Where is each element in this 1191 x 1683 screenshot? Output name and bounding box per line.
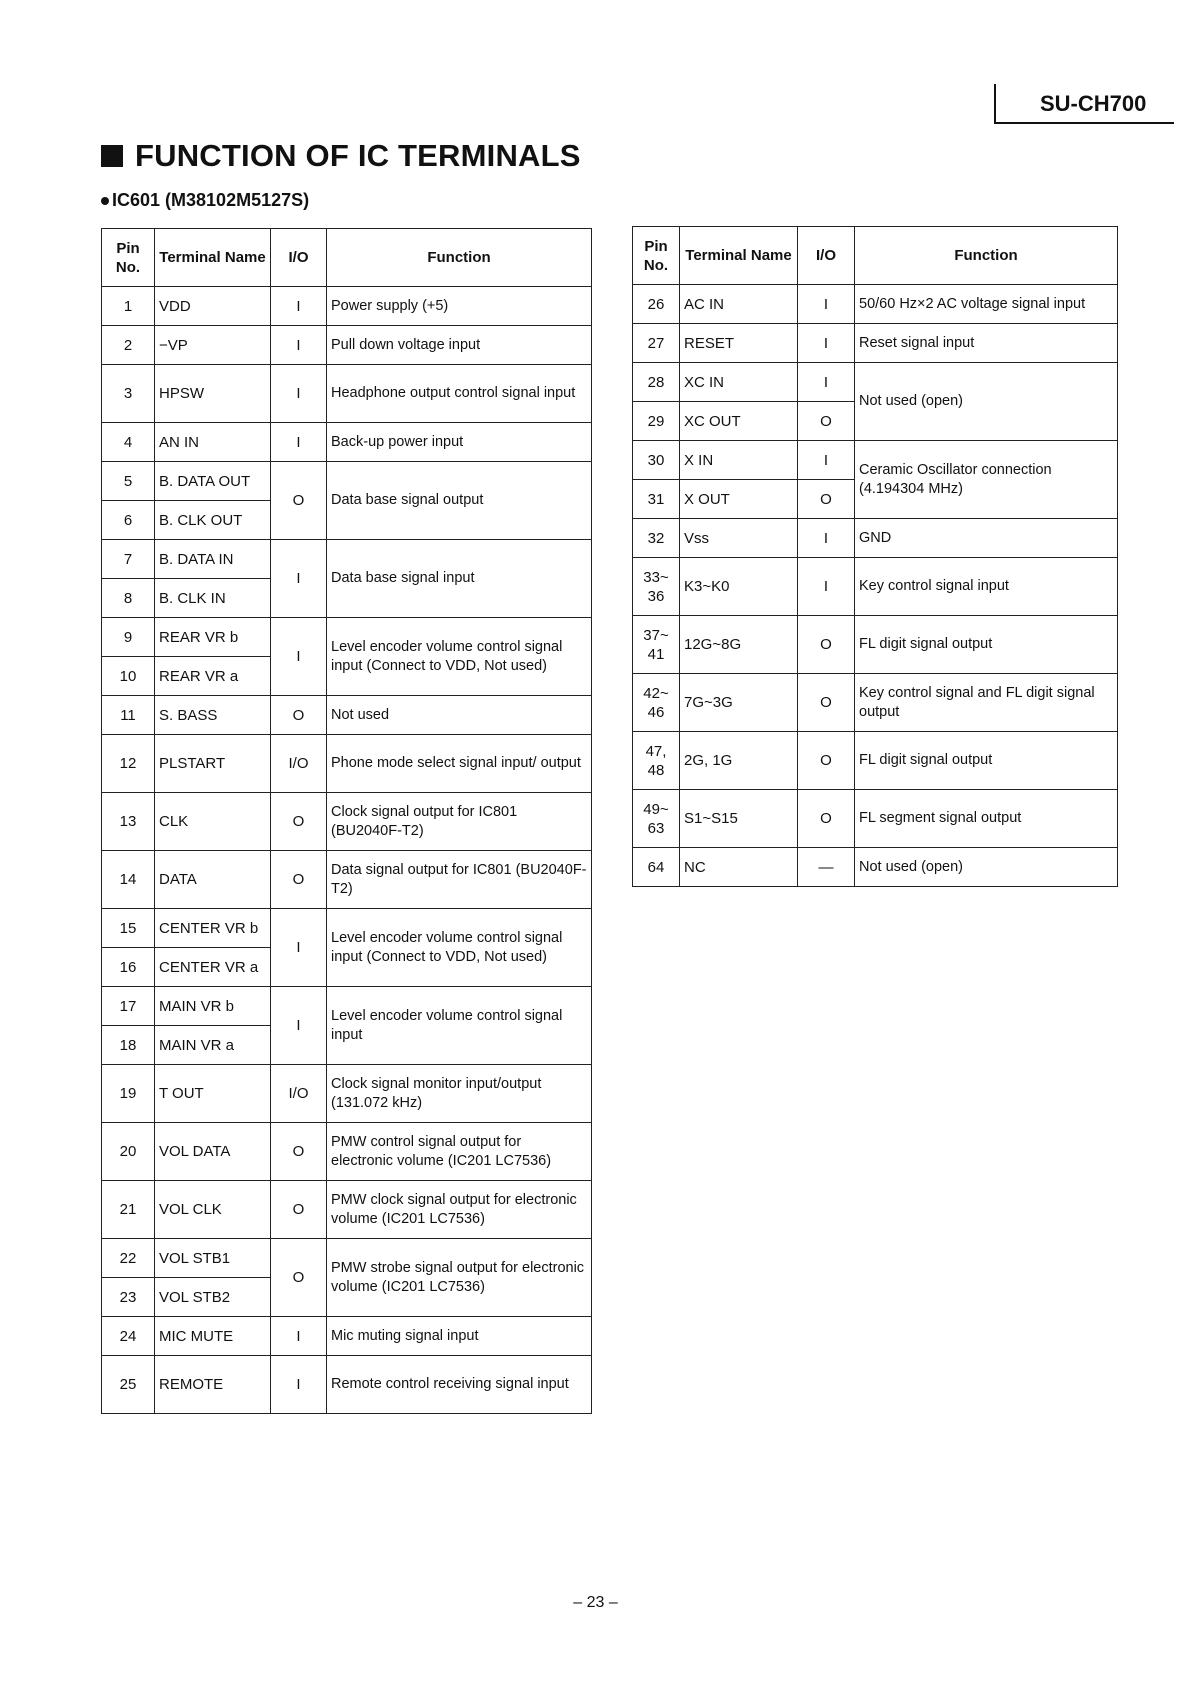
function-description: Data base signal input	[327, 540, 592, 618]
pin-number: 26	[633, 285, 680, 324]
io-type: O	[271, 696, 327, 735]
pin-number: 29	[633, 402, 680, 441]
function-description: GND	[855, 519, 1118, 558]
terminal-name: B. CLK IN	[155, 579, 271, 618]
function-description: Phone mode select signal input/ output	[327, 735, 592, 793]
function-description: 50/60 Hz×2 AC voltage signal input	[855, 285, 1118, 324]
function-description: Key control signal and FL digit signal output	[855, 674, 1118, 732]
page-number: – 23 –	[573, 1594, 618, 1611]
table-row	[102, 851, 592, 909]
header-terminal-name: Terminal Name	[155, 229, 271, 287]
pin-number: 27	[633, 324, 680, 363]
table-row	[102, 618, 592, 657]
io-type: O	[798, 402, 855, 441]
header-terminal-name: Terminal Name	[680, 227, 798, 285]
io-type: I	[271, 618, 327, 696]
table-row	[633, 616, 1118, 674]
pin-number: 14	[102, 851, 155, 909]
table-row	[633, 519, 1118, 558]
table-body-left	[102, 287, 592, 1414]
terminal-name: AC IN	[680, 285, 798, 324]
pin-number: 23	[102, 1278, 155, 1317]
terminal-name: 7G~3G	[680, 674, 798, 732]
function-description: Clock signal monitor input/output (131.072 kHz)	[327, 1065, 592, 1123]
io-type: I	[798, 441, 855, 480]
function-description: FL digit signal output	[855, 616, 1118, 674]
terminal-name: RESET	[680, 324, 798, 363]
header-pin: Pin No.	[633, 227, 680, 285]
table-row	[102, 1356, 592, 1414]
table-row	[633, 732, 1118, 790]
function-description: Not used (open)	[855, 363, 1118, 441]
terminal-name: K3~K0	[680, 558, 798, 616]
function-description: PMW strobe signal output for electronic volume (IC201 LC7536)	[327, 1239, 592, 1317]
terminal-name: CENTER VR b	[155, 909, 271, 948]
io-type: I	[798, 324, 855, 363]
table-body-right	[633, 285, 1118, 887]
pin-number: 28	[633, 363, 680, 402]
terminal-name: S1~S15	[680, 790, 798, 848]
pin-number: 17	[102, 987, 155, 1026]
pin-number: 20	[102, 1123, 155, 1181]
pin-number: 25	[102, 1356, 155, 1414]
io-type: O	[271, 793, 327, 851]
terminal-name: S. BASS	[155, 696, 271, 735]
pin-number: 31	[633, 480, 680, 519]
pin-number: 1	[102, 287, 155, 326]
table-row	[633, 790, 1118, 848]
table-row	[102, 365, 592, 423]
table-row	[102, 735, 592, 793]
pin-number: 13	[102, 793, 155, 851]
terminal-name: REMOTE	[155, 1356, 271, 1414]
table-row	[633, 324, 1118, 363]
pin-number: 3	[102, 365, 155, 423]
pin-number: 10	[102, 657, 155, 696]
function-description: Not used	[327, 696, 592, 735]
table-row	[102, 1123, 592, 1181]
pin-number: 42~ 46	[633, 674, 680, 732]
io-type: O	[271, 462, 327, 540]
pin-number: 15	[102, 909, 155, 948]
table-row	[633, 558, 1118, 616]
table-row	[102, 987, 592, 1026]
pin-number: 7	[102, 540, 155, 579]
terminal-name: MIC MUTE	[155, 1317, 271, 1356]
table-header-row	[102, 229, 592, 287]
function-description: Ceramic Oscillator connection (4.194304 MHz)	[855, 441, 1118, 519]
table-row	[102, 326, 592, 365]
terminal-name: MAIN VR a	[155, 1026, 271, 1065]
io-type: I	[271, 365, 327, 423]
table-row	[102, 1317, 592, 1356]
pin-number: 22	[102, 1239, 155, 1278]
page-title	[101, 138, 581, 174]
header-io: I/O	[798, 227, 855, 285]
pin-number: 47, 48	[633, 732, 680, 790]
function-description: Power supply (+5)	[327, 287, 592, 326]
terminal-name: AN IN	[155, 423, 271, 462]
pin-number: 2	[102, 326, 155, 365]
terminal-name: VOL CLK	[155, 1181, 271, 1239]
io-type: O	[798, 732, 855, 790]
terminal-name: X IN	[680, 441, 798, 480]
header-function: Function	[327, 229, 592, 287]
pin-number: 30	[633, 441, 680, 480]
function-description: Headphone output control signal input	[327, 365, 592, 423]
terminal-name: VOL DATA	[155, 1123, 271, 1181]
table-row	[102, 1239, 592, 1278]
terminal-name: HPSW	[155, 365, 271, 423]
pin-number: 21	[102, 1181, 155, 1239]
table-row	[102, 1065, 592, 1123]
pin-number: 4	[102, 423, 155, 462]
pin-number: 19	[102, 1065, 155, 1123]
io-type: O	[798, 790, 855, 848]
terminal-name: B. DATA OUT	[155, 462, 271, 501]
ic-subtitle	[101, 190, 309, 211]
io-type: I	[798, 285, 855, 324]
terminal-table-left	[101, 228, 592, 1414]
table-row	[633, 674, 1118, 732]
pin-number: 8	[102, 579, 155, 618]
function-description: Level encoder volume control signal input (Connect to VDD, Not used)	[327, 618, 592, 696]
table-row	[102, 287, 592, 326]
pin-number: 18	[102, 1026, 155, 1065]
table-row	[102, 462, 592, 501]
pin-number: 5	[102, 462, 155, 501]
function-description: PMW control signal output for electronic volume (IC201 LC7536)	[327, 1123, 592, 1181]
io-type: I	[271, 423, 327, 462]
table-row	[102, 540, 592, 579]
table-row	[633, 848, 1118, 887]
pin-number: 37~ 41	[633, 616, 680, 674]
io-type: I/O	[271, 1065, 327, 1123]
io-type: I	[271, 1317, 327, 1356]
function-description: Level encoder volume control signal input (Connect to VDD, Not used)	[327, 909, 592, 987]
terminal-name: 2G, 1G	[680, 732, 798, 790]
bullet-icon	[101, 197, 109, 205]
terminal-name: −VP	[155, 326, 271, 365]
pin-number: 11	[102, 696, 155, 735]
io-type: I	[798, 558, 855, 616]
function-description: PMW clock signal output for electronic volume (IC201 LC7536)	[327, 1181, 592, 1239]
table-row	[102, 793, 592, 851]
table-row	[102, 1181, 592, 1239]
terminal-name: 12G~8G	[680, 616, 798, 674]
function-description: Level encoder volume control signal input	[327, 987, 592, 1065]
io-type: I	[271, 540, 327, 618]
terminal-name: DATA	[155, 851, 271, 909]
io-type: O	[271, 1239, 327, 1317]
terminal-name: B. DATA IN	[155, 540, 271, 579]
terminal-name: REAR VR b	[155, 618, 271, 657]
function-description: FL segment signal output	[855, 790, 1118, 848]
terminal-name: T OUT	[155, 1065, 271, 1123]
io-type: I	[271, 1356, 327, 1414]
io-type: I	[271, 287, 327, 326]
io-type: O	[798, 616, 855, 674]
pin-number: 24	[102, 1317, 155, 1356]
function-description: Reset signal input	[855, 324, 1118, 363]
table-row	[102, 696, 592, 735]
header-pin: Pin No.	[102, 229, 155, 287]
model-number: SU-CH700	[994, 84, 1174, 124]
terminal-name: NC	[680, 848, 798, 887]
io-type: I/O	[271, 735, 327, 793]
pin-number: 64	[633, 848, 680, 887]
io-type: I	[271, 909, 327, 987]
io-type: O	[271, 851, 327, 909]
pin-number: 33~ 36	[633, 558, 680, 616]
terminal-name: CENTER VR a	[155, 948, 271, 987]
terminal-name: CLK	[155, 793, 271, 851]
function-description: Not used (open)	[855, 848, 1118, 887]
function-description: FL digit signal output	[855, 732, 1118, 790]
io-type: I	[271, 326, 327, 365]
pin-number: 6	[102, 501, 155, 540]
io-type: O	[798, 480, 855, 519]
terminal-name: XC IN	[680, 363, 798, 402]
io-type: O	[271, 1181, 327, 1239]
io-type: I	[798, 363, 855, 402]
terminal-name: Vss	[680, 519, 798, 558]
io-type: —	[798, 848, 855, 887]
pin-number: 32	[633, 519, 680, 558]
pin-number: 12	[102, 735, 155, 793]
terminal-name: X OUT	[680, 480, 798, 519]
function-description: Back-up power input	[327, 423, 592, 462]
function-description: Data signal output for IC801 (BU2040F-T2)	[327, 851, 592, 909]
table-row	[633, 285, 1118, 324]
table-header-row	[633, 227, 1118, 285]
function-description: Data base signal output	[327, 462, 592, 540]
io-type: I	[798, 519, 855, 558]
io-type: O	[798, 674, 855, 732]
header-function: Function	[855, 227, 1118, 285]
terminal-name: B. CLK OUT	[155, 501, 271, 540]
table-row	[102, 909, 592, 948]
pin-number: 49~ 63	[633, 790, 680, 848]
terminal-name: MAIN VR b	[155, 987, 271, 1026]
function-description: Clock signal output for IC801 (BU2040F-T2)	[327, 793, 592, 851]
terminal-name: VDD	[155, 287, 271, 326]
terminal-name: VOL STB1	[155, 1239, 271, 1278]
table-row	[102, 423, 592, 462]
terminal-name: VOL STB2	[155, 1278, 271, 1317]
page-title-text: FUNCTION OF IC TERMINALS	[135, 138, 581, 173]
function-description: Key control signal input	[855, 558, 1118, 616]
function-description: Pull down voltage input	[327, 326, 592, 365]
terminal-name: XC OUT	[680, 402, 798, 441]
function-description: Remote control receiving signal input	[327, 1356, 592, 1414]
table-row	[633, 363, 1118, 402]
terminal-name: PLSTART	[155, 735, 271, 793]
terminal-table-right	[632, 226, 1118, 887]
function-description: Mic muting signal input	[327, 1317, 592, 1356]
pin-number: 16	[102, 948, 155, 987]
pin-number: 9	[102, 618, 155, 657]
io-type: I	[271, 987, 327, 1065]
ic-subtitle-text: IC601 (M38102M5127S)	[112, 190, 310, 210]
black-square-icon	[101, 145, 123, 167]
header-io: I/O	[271, 229, 327, 287]
io-type: O	[271, 1123, 327, 1181]
terminal-name: REAR VR a	[155, 657, 271, 696]
table-row	[633, 441, 1118, 480]
